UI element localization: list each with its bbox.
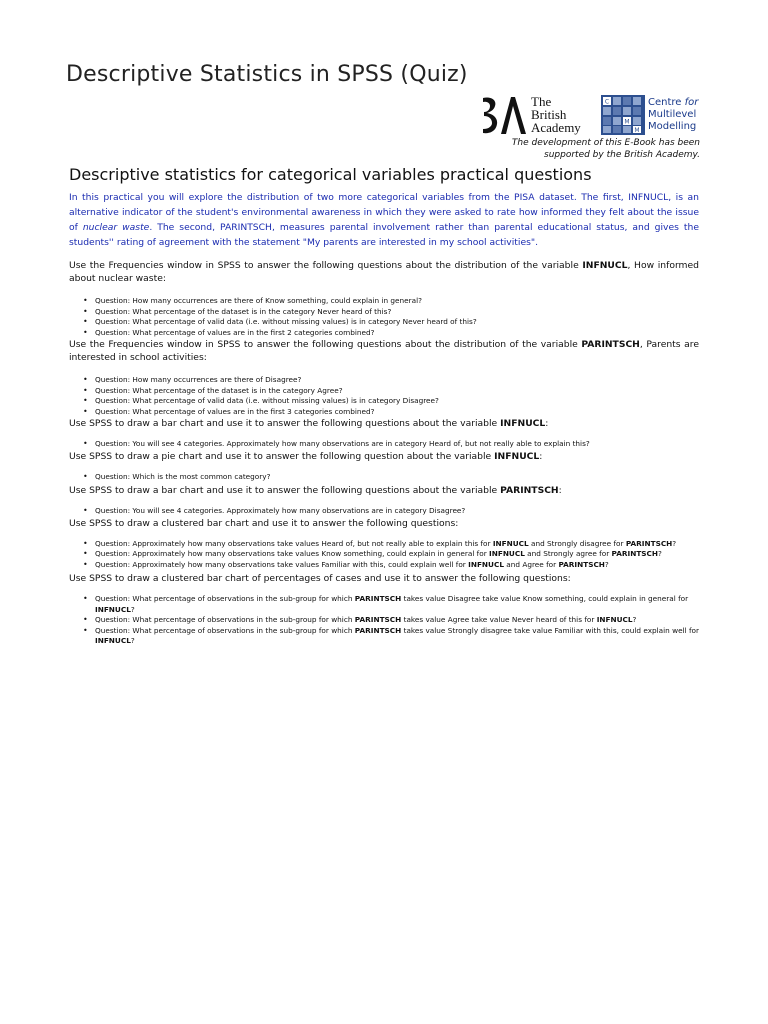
question-list-1: [69, 296, 699, 338]
q-text: ?: [632, 615, 637, 624]
ba-line3: Academy: [531, 120, 581, 135]
q-var: INFNUCL: [489, 549, 525, 558]
instr-text: Use SPSS to draw a pie chart and use it to answer the following question about the variable: [69, 450, 495, 462]
intro-text-1: In this practical you will explore the distribution of two more categorical variables from the PISA dataset. The first, INFNUCL, is an alternative indicator of the student's environmental awareness in which they were asked to rate how informed they felt about the issue of: [69, 192, 699, 233]
instruction-3: [69, 417, 699, 430]
q-var: INFNUCL: [492, 538, 529, 548]
q-var: PARINTSCH: [558, 559, 605, 569]
q-var: INFNUCL: [468, 559, 504, 569]
instruction-1: [69, 259, 699, 285]
ba-line2: British: [531, 107, 567, 122]
q-text: Question: Approximately how many observations take values Heard of, but not really able to explain this for: [95, 538, 493, 548]
question-item: [69, 615, 699, 626]
instr-text: , Parents are interested in school activities:: [69, 339, 699, 363]
q-text: takes value Disagree take value Know something, could explain in general for: [401, 594, 689, 603]
instr-text: Use the Frequencies window in SPSS to answer the following questions about the distribution of the variable: [69, 260, 583, 271]
question-item: • Question: How many occurrences are there of Disagree?: [69, 375, 699, 386]
instr-text: Use SPSS to draw a bar chart and use it to answer the following questions about the variable: [69, 418, 501, 429]
question-list-6: [69, 539, 699, 571]
q-var: INFNUCL: [95, 636, 131, 645]
content-body: [69, 190, 699, 647]
question-item: • Question: You will see 4 categories. Approximately how many observations are in category Heard of, but not really able to explain this?: [69, 439, 699, 450]
cmm-line3: Modelling: [648, 121, 697, 132]
instr-variable: INFNUCL: [582, 260, 628, 271]
q-text: Question: What percentage of observations in the sub-group for which: [95, 615, 355, 624]
q-var: PARINTSCH: [354, 615, 402, 624]
instr-variable: INFNUCL: [494, 450, 540, 462]
intro-paragraph: [69, 190, 699, 250]
instr-text: :: [539, 450, 543, 462]
q-text: Question: What percentage of observations in the sub-group for which: [95, 625, 355, 635]
q-var: INFNUCL: [95, 604, 131, 614]
question-list-5: [69, 506, 699, 517]
instr-text: Use SPSS to draw a clustered bar chart and use it to answer the following questions:: [69, 517, 459, 529]
q-text: takes value Strongly disagree take value Familiar with this, could explain well for: [401, 625, 699, 635]
instr-text: , How informed about nuclear waste:: [69, 260, 699, 284]
cmm-line1-italic: for: [684, 97, 699, 108]
instr-text: Use SPSS to draw a clustered bar chart of percentages of cases and use it to answer the following questions:: [69, 573, 571, 584]
ba-line1: The: [531, 94, 552, 109]
instr-text: :: [558, 485, 562, 496]
cmm-grid-icon: [601, 95, 645, 135]
section-title: Descriptive statistics for categorical variables practical questions: [69, 165, 592, 184]
question-item: • Question: How many occurrences are there of Know something, could explain in general?: [69, 296, 699, 307]
question-item: • Question: Which is the most common category?: [69, 472, 699, 483]
instr-variable: PARINTSCH: [500, 485, 559, 496]
q-var: INFNUCL: [596, 615, 633, 624]
q-text: and Strongly disagree for: [528, 538, 626, 548]
cmm-letter-c: C: [604, 98, 610, 106]
question-item: • Question: You will see 4 categories. Approximately how many observations are in category Disagree?: [69, 506, 699, 517]
page-title: Descriptive Statistics in SPSS (Quiz): [66, 62, 468, 87]
question-item: • Question: What percentage of valid data (i.e. without missing values) is in category Never heard of this?: [69, 317, 699, 328]
instruction-5: [69, 484, 699, 497]
q-text: ?: [130, 604, 135, 614]
q-text: ?: [672, 538, 677, 548]
question-item: • Question: What percentage of values are in the first 2 categories combined?: [69, 328, 699, 339]
instr-text: Use SPSS to draw a bar chart and use it to answer the following questions about the variable: [69, 485, 501, 496]
british-academy-wordmark: [531, 95, 581, 134]
cmm-line1: Centre: [648, 97, 682, 108]
q-text: Question: What percentage of observations in the sub-group for which: [95, 594, 355, 603]
cmm-line2: Multilevel: [648, 109, 697, 120]
q-text: ?: [604, 559, 609, 569]
instruction-6: [69, 517, 699, 530]
question-item: • Question: What percentage of valid data (i.e. without missing values) is in category Disagree?: [69, 396, 699, 407]
question-item: [69, 560, 699, 571]
support-note: The development of this E-Book has been supported by the British Academy.: [511, 138, 700, 160]
instruction-2: [69, 338, 699, 364]
q-text: and Agree for: [503, 559, 559, 569]
q-var: PARINTSCH: [625, 538, 673, 548]
cmm-letter-m1: M: [624, 118, 630, 126]
q-text: ?: [130, 636, 135, 645]
cmm-logo: [601, 95, 711, 135]
q-text: Question: Approximately how many observations take values Know something, could explain in general for: [95, 549, 490, 558]
q-var: PARINTSCH: [354, 594, 402, 603]
instr-variable: INFNUCL: [500, 418, 546, 429]
q-text: ?: [658, 549, 662, 558]
british-academy-mark-icon: [481, 95, 529, 135]
british-academy-logo: [481, 95, 599, 137]
cmm-letter-m2: M: [634, 127, 640, 134]
instruction-4: [69, 450, 699, 463]
instr-text: Use the Frequencies window in SPSS to answer the following questions about the distribution of the variable: [69, 339, 582, 350]
instr-text: :: [545, 418, 549, 429]
intro-text-2: . The second, PARINTSCH, measures parental involvement rather than parental educational status, and gives the students'' rating of agreement with the statement "My parents are interested in my school activities".: [69, 222, 699, 248]
q-text: Question: Approximately how many observations take values Familiar with this, could explain well for: [95, 559, 469, 569]
instr-variable: PARINTSCH: [581, 339, 640, 350]
cmm-wordmark: [648, 97, 698, 133]
instruction-7: [69, 572, 699, 585]
question-item: • Question: What percentage of the dataset is in the category Never heard of this?: [69, 307, 699, 318]
question-item: [69, 549, 699, 560]
question-list-3: [69, 439, 699, 450]
q-text: and Strongly agree for: [524, 549, 612, 558]
q-var: PARINTSCH: [611, 549, 659, 558]
q-text: takes value Agree take value Never heard of this for: [401, 615, 597, 624]
question-item: • Question: What percentage of values are in the first 3 categories combined?: [69, 407, 699, 418]
question-item: [69, 626, 699, 647]
intro-italic: nuclear waste: [82, 222, 150, 233]
question-list-7: [69, 594, 699, 647]
question-list-4: [69, 472, 699, 483]
question-item: [69, 539, 699, 550]
q-var: PARINTSCH: [354, 625, 402, 635]
question-item: [69, 594, 699, 615]
question-item: • Question: What percentage of the dataset is in the category Agree?: [69, 386, 699, 397]
question-list-2: [69, 375, 699, 417]
